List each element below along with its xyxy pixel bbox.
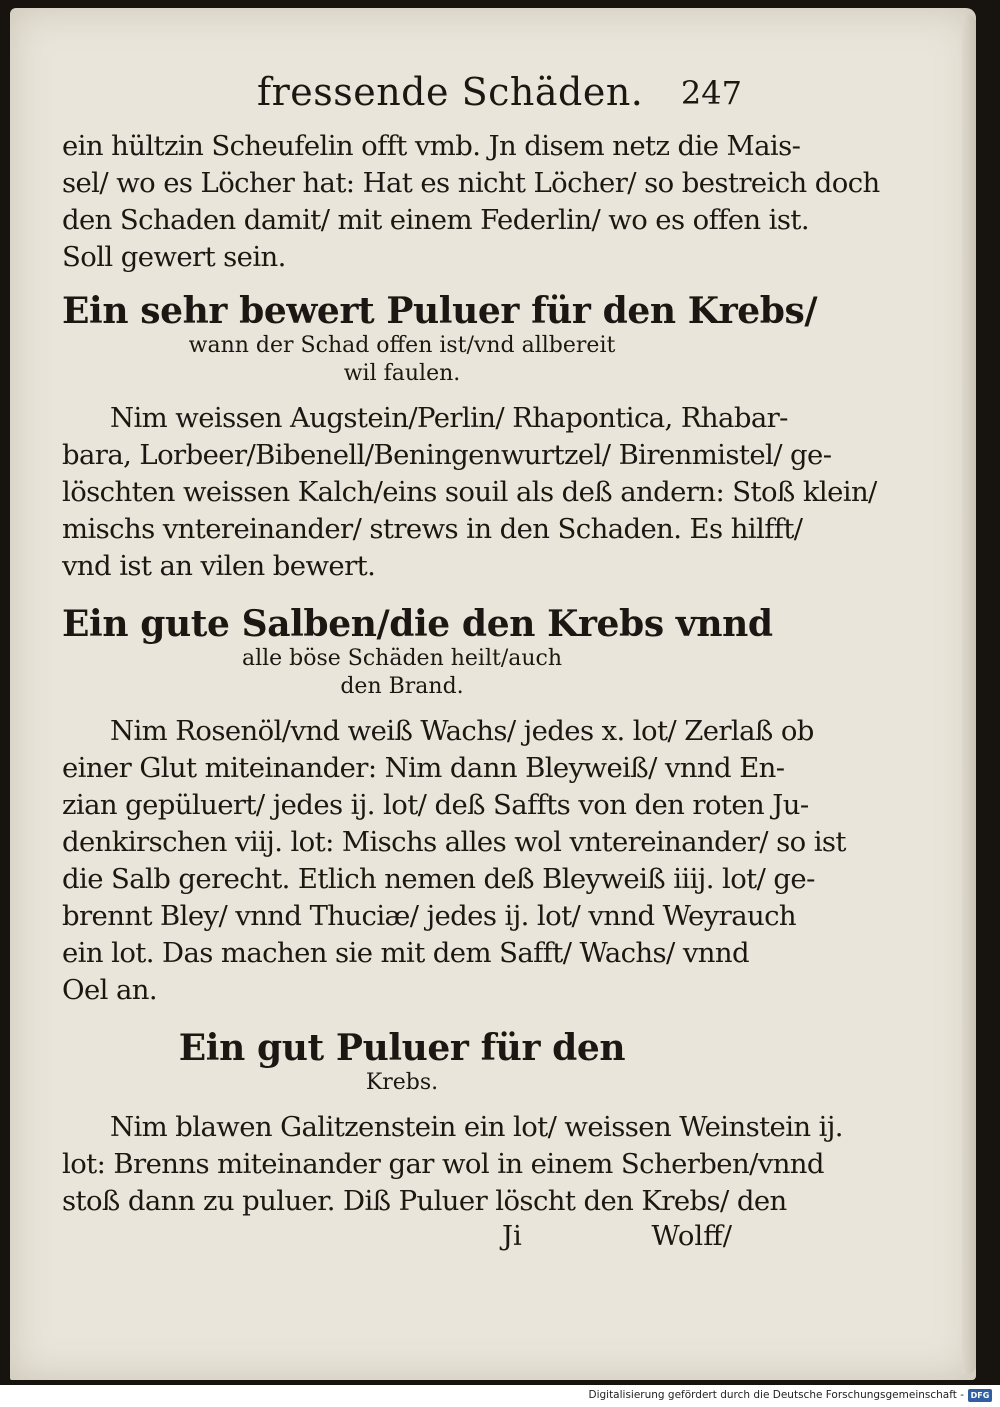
section-heading: Ein gute Salben/die den Krebs vnnd: [62, 603, 773, 645]
intro-paragraph: [62, 128, 880, 276]
digitization-credit: Digitalisierung gefördert durch die Deutsche Forschungsgemeinschaft -: [588, 1389, 964, 1401]
text-line: die Salb gerecht. Etlich nemen deß Bleyweiß iiij. lot/ ge-: [62, 863, 815, 895]
text-line: den Schaden damit/ mit einem Federlin/ wo es offen ist.: [62, 204, 809, 236]
dfg-logo: DFG: [968, 1389, 992, 1402]
section-heading: Ein sehr bewert Puluer für den Krebs/: [62, 290, 818, 332]
text-line: löschten weissen Kalch/eins souil als deß andern: Stoß klein/: [62, 476, 877, 508]
text-line: einer Glut miteinander: Nim dann Bleyweiß/ vnnd En-: [62, 752, 785, 784]
text-line: bara, Lorbeer/Bibenell/Beningenwurtzel/ Birenmistel/ ge-: [62, 439, 832, 471]
text-line: Nim weissen Augstein/Perlin/ Rhapontica, Rhabar-: [110, 402, 788, 434]
section-heading: Ein gut Puluer für den: [178, 1027, 626, 1069]
page-edge: [962, 14, 976, 1374]
signature-mark: Ji: [502, 1220, 522, 1252]
recipe-section: [62, 290, 877, 585]
text-line: stoß dann zu puluer. Diß Puluer löscht den Krebs/ den: [62, 1185, 787, 1217]
section-subheading: alle böse Schäden heilt/auch: [241, 646, 563, 671]
running-title: fressende Schäden.: [257, 70, 644, 114]
text-line: zian gepüluert/ jedes ij. lot/ deß Saffts von den roten Ju-: [62, 789, 809, 821]
recipe-section: [62, 603, 846, 1009]
page-number: 247: [680, 74, 742, 112]
section-subheading: den Brand.: [340, 674, 464, 699]
text-line: brennt Bley/ vnnd Thuciæ/ jedes ij. lot/ vnnd Weyrauch: [62, 900, 797, 932]
text-line: vnd ist an vilen bewert.: [62, 550, 376, 582]
text-line: denkirschen viij. lot: Mischs alles wol vntereinander/ so ist: [62, 826, 846, 858]
text-line: Soll gewert sein.: [62, 241, 286, 273]
text-line: Nim blawen Galitzenstein ein lot/ weissen Weinstein ij.: [110, 1111, 843, 1143]
section-subheading: Krebs.: [365, 1070, 439, 1095]
page-footer-line: [62, 1220, 742, 1260]
recipe-section: [62, 1027, 843, 1220]
text-line: Oel an.: [62, 974, 158, 1006]
section-subheading: wann der Schad offen ist/vnd allbereit: [188, 333, 616, 358]
text-line: sel/ wo es Löcher hat: Hat es nicht Löcher/ so bestreich doch: [62, 167, 880, 199]
text-line: lot: Brenns miteinander gar wol in einem Scherben/vnnd: [62, 1148, 824, 1180]
text-line: ein lot. Das machen sie mit dem Safft/ Wachs/ vnnd: [62, 937, 750, 969]
section-subheading: wil faulen.: [343, 361, 461, 386]
text-line: Nim Rosenöl/vnd weiß Wachs/ jedes x. lot/ Zerlaß ob: [110, 715, 814, 747]
page-text-block: [62, 70, 880, 1260]
catchword: Wolff/: [651, 1220, 732, 1252]
text-line: ein hültzin Scheufelin offt vmb. Jn disem netz die Mais-: [62, 130, 801, 162]
running-head: [62, 70, 742, 128]
text-line: mischs vntereinander/ strews in den Schaden. Es hilfft/: [62, 513, 803, 545]
